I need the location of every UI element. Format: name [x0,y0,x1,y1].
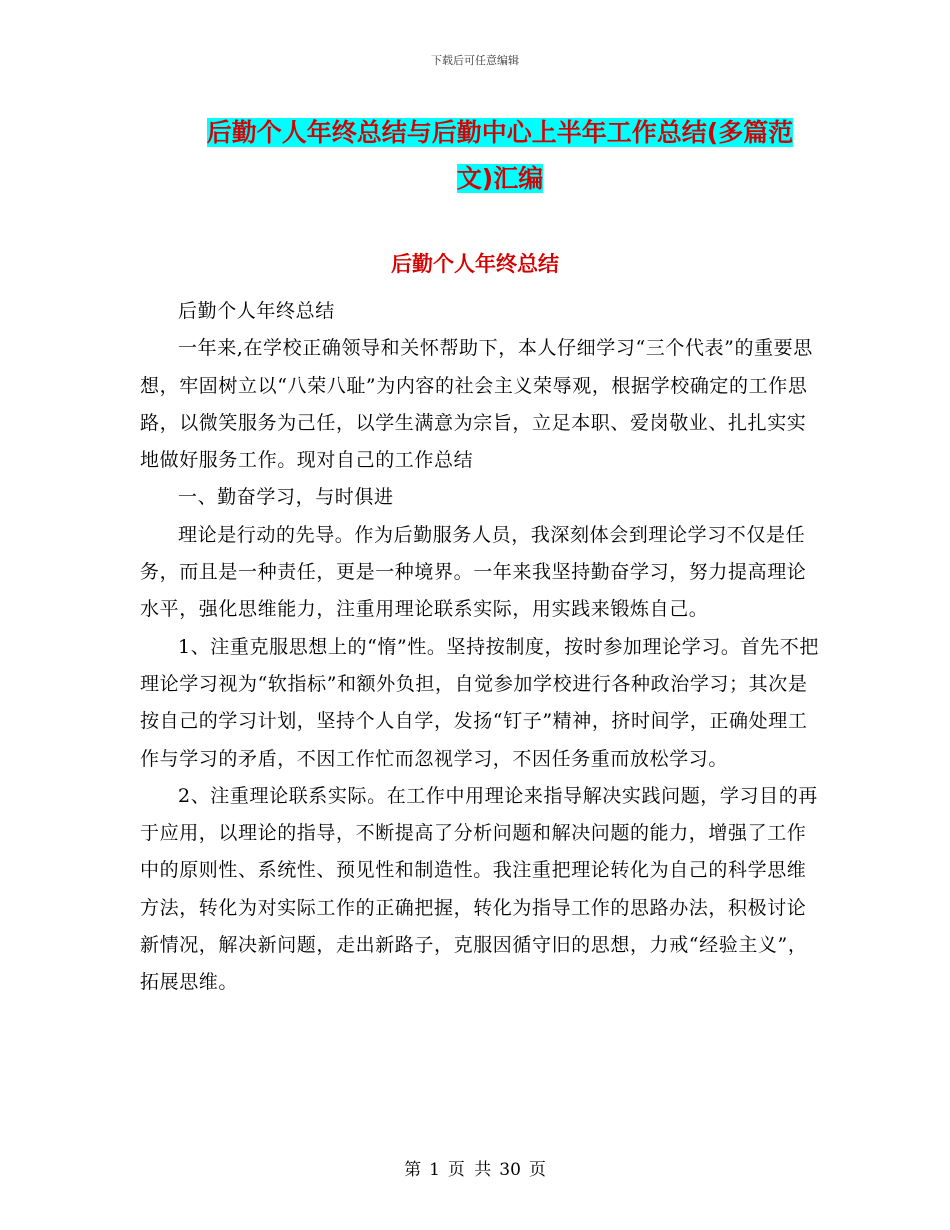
document-title [150,110,850,202]
document-title-line2: 文)汇编 [456,164,544,193]
page-footer [0,1155,950,1180]
page-label-mid: 页 共 [447,1160,492,1180]
header-note: 下载后可任意编辑 [431,54,519,67]
paragraph-intro: 一年来,在学校正确领导和关怀帮助下，本人仔细学习“三个代表”的重要思想，牢固树立以“八荣八耻”为内容的社会主义荣辱观，根据学校确定的工作思路，以微笑服务为己任，以学生满意为宗旨，立足本职、爱岗敬业、扎扎实实地做好服务工作。现对自己的工作总结 [140,337,813,472]
page-number: 1 [429,1160,440,1180]
page-label-suffix: 页 [528,1160,546,1180]
paragraph-point-2: 2、注重理论联系实际。在工作中用理论来指导解决实践问题，学习目的再于应用，以理论的指导，不断提高了分析问题和解决问题的能力，增强了工作中的原则性、系统性、预见性和制造性。我注重把理论转化为自己的科学思维方法，转化为对实际工作的正确把握，转化为指导工作的思路办法，积极讨论新情况，解决新问题，走出新路子，克服因循守旧的思想，力戒“经验主义”，拓展思维。 [140,784,818,994]
section-heading: 后勤个人年终总结 [391,252,559,276]
paragraph-section-heading-1: 一、勤奋学习，与时俱进 [178,486,394,509]
page-label-prefix: 第 [404,1160,422,1180]
paragraph-theory: 理论是行动的先导。作为后勤服务人员，我深刻体会到理论学习不仅是任务，而且是一种责任，更是一种境界。一年来我坚持勤奋学习，努力提高理论水平，强化思维能力，注重用理论联系实际，用实践来锻炼自己。 [140,523,807,621]
document-title-line1: 后勤个人年终总结与后勤中心上半年工作总结(多篇范 [206,118,794,147]
page-total: 30 [499,1160,521,1180]
paragraph-subtitle: 后勤个人年终总结 [178,300,335,322]
paragraph-point-1: 1、注重克服思想上的“惰”性。坚持按制度，按时参加理论学习。首先不把理论学习视为“软指标”和额外负担，自觉参加学校进行各种政治学习；其次是按自己的学习计划，坚持个人自学，发扬“钉子”精神，挤时间学，正确处理工作与学习的矛盾，不因工作忙而忽视学习，不因任务重而放松学习。 [140,635,819,770]
document-body [140,293,820,1002]
